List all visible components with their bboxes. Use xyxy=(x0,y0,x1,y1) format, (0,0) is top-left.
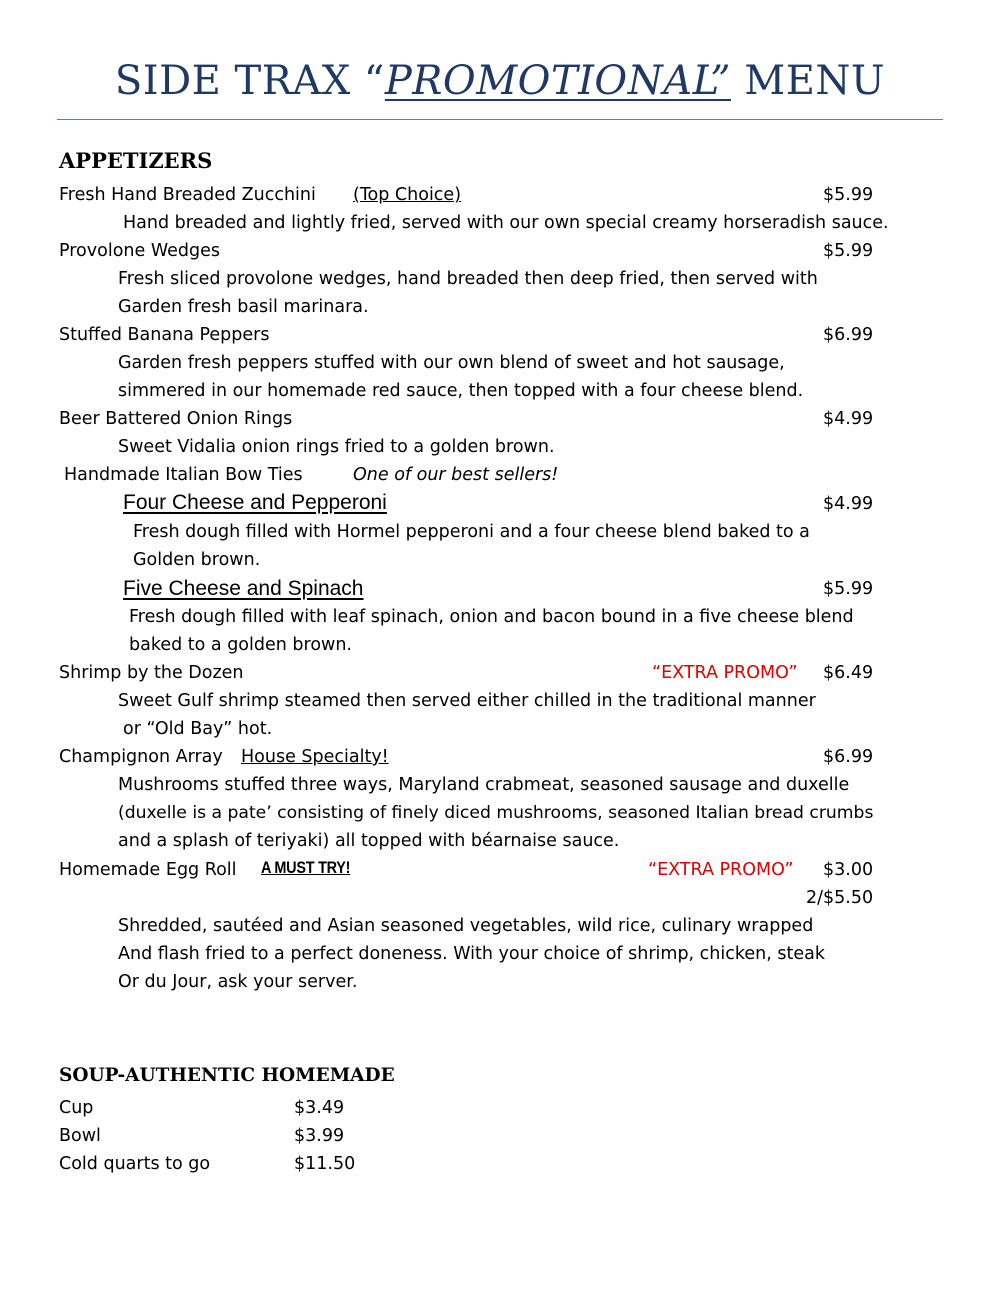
five-cheese-desc-2: baked to a golden brown. xyxy=(129,635,352,655)
champignon-name: Champignon Array xyxy=(59,747,223,767)
soup-item-price: $3.99 xyxy=(294,1126,345,1146)
onion-rings-price: $4.99 xyxy=(823,409,874,429)
bow-ties-name: Handmade Italian Bow Ties xyxy=(64,465,303,485)
egg-roll-promo: “EXTRA PROMO” xyxy=(648,860,794,880)
shrimp-promo: “EXTRA PROMO” xyxy=(652,663,798,683)
bow-ties-tag: One of our best sellers! xyxy=(353,465,559,485)
soup-item-name: Bowl xyxy=(59,1126,101,1146)
page-title xyxy=(0,58,1000,104)
four-cheese-price: $4.99 xyxy=(823,494,874,514)
soup-heading: SOUP-AUTHENTIC HOMEMADE xyxy=(59,1065,395,1086)
four-cheese-desc-1: Fresh dough filled with Hormel pepperoni and a four cheese blend baked to a xyxy=(133,522,810,542)
shrimp-desc-2: or “Old Bay” hot. xyxy=(123,719,273,739)
four-cheese-name: Four Cheese and Pepperoni xyxy=(123,491,387,514)
champignon-price: $6.99 xyxy=(823,747,874,767)
five-cheese-price: $5.99 xyxy=(823,579,874,599)
shrimp-name: Shrimp by the Dozen xyxy=(59,663,244,683)
onion-rings-desc: Sweet Vidalia onion rings fried to a golden brown. xyxy=(118,437,555,457)
peppers-desc-2: simmered in our homemade red sauce, then topped with a four cheese blend. xyxy=(118,381,804,401)
peppers-name: Stuffed Banana Peppers xyxy=(59,325,270,345)
egg-roll-tag-wrap xyxy=(261,857,366,879)
egg-roll-desc-2: And flash fried to a perfect doneness. With your choice of shrimp, chicken, steak xyxy=(118,944,825,964)
egg-roll-tag: A MUST TRY! xyxy=(261,858,351,877)
appetizers-heading: APPETIZERS xyxy=(59,148,213,173)
soup-item-price: $11.50 xyxy=(294,1154,356,1174)
champignon-tag: House Specialty! xyxy=(241,747,389,767)
provolone-desc-2: Garden fresh basil marinara. xyxy=(118,297,369,317)
provolone-price: $5.99 xyxy=(823,241,874,261)
egg-roll-desc-3: Or du Jour, ask your server. xyxy=(118,972,358,992)
soup-item-name: Cup xyxy=(59,1098,94,1118)
zucchini-price: $5.99 xyxy=(823,185,874,205)
zucchini-tag: (Top Choice) xyxy=(353,185,462,205)
title-divider xyxy=(57,119,943,120)
champignon-desc-1: Mushrooms stuffed three ways, Maryland crabmeat, seasoned sausage and duxelle xyxy=(118,775,850,795)
egg-roll-price-2: 2/$5.50 xyxy=(806,888,874,908)
peppers-price: $6.99 xyxy=(823,325,874,345)
egg-roll-desc-1: Shredded, sautéed and Asian seasoned vegetables, wild rice, culinary wrapped xyxy=(118,916,814,936)
peppers-desc-1: Garden fresh peppers stuffed with our own blend of sweet and hot sausage, xyxy=(118,353,785,373)
champignon-desc-2: (duxelle is a pate’ consisting of finely diced mushrooms, seasoned Italian bread crumbs xyxy=(118,803,874,823)
zucchini-desc: Hand breaded and lightly fried, served with our own special creamy horseradish sauce. xyxy=(123,213,889,233)
provolone-desc-1: Fresh sliced provolone wedges, hand breaded then deep fried, then served with xyxy=(118,269,818,289)
champignon-desc-3: and a splash of teriyaki) all topped with béarnaise sauce. xyxy=(118,831,620,851)
five-cheese-desc-1: Fresh dough filled with leaf spinach, onion and bacon bound in a five cheese blend xyxy=(129,607,854,627)
title-prefix: SIDE TRAX “ xyxy=(114,58,385,104)
zucchini-name: Fresh Hand Breaded Zucchini xyxy=(59,185,316,205)
egg-roll-name: Homemade Egg Roll xyxy=(59,860,237,880)
title-promo: PROMOTIONAL” xyxy=(384,58,732,104)
title-suffix: MENU xyxy=(731,58,886,104)
shrimp-price: $6.49 xyxy=(823,663,874,683)
onion-rings-name: Beer Battered Onion Rings xyxy=(59,409,293,429)
provolone-name: Provolone Wedges xyxy=(59,241,220,261)
five-cheese-name: Five Cheese and Spinach xyxy=(123,577,364,600)
shrimp-desc-1: Sweet Gulf shrimp steamed then served either chilled in the traditional manner xyxy=(118,691,816,711)
soup-item-name: Cold quarts to go xyxy=(59,1154,211,1174)
soup-item-price: $3.49 xyxy=(294,1098,345,1118)
egg-roll-price: $3.00 xyxy=(823,860,874,880)
four-cheese-desc-2: Golden brown. xyxy=(133,550,261,570)
